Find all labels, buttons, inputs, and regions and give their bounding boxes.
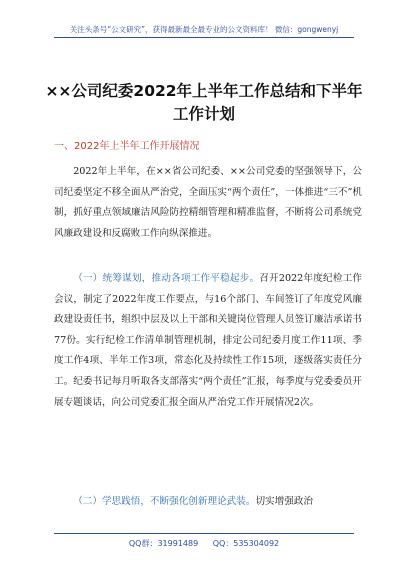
footer-qq: QQ：535304092: [212, 539, 280, 548]
footer-qq-group: QQ群：31991489: [128, 539, 199, 548]
paragraph-body: 切实增强政治: [255, 496, 314, 507]
footer: [0, 538, 408, 549]
header-divider: [54, 37, 354, 38]
footer-divider: [54, 533, 354, 534]
document-title: ××公司纪委2022年上半年工作总结和下半年工作计划: [45, 82, 363, 123]
header-note: 关注头条号“公文研究”，获得最新最全最专业的公文资料库！ 微信：gongwenyj: [69, 25, 339, 34]
section-heading: 一、2022年上半年工作开展情况: [54, 141, 200, 152]
paragraph-intro: 2022年上半年，在××省公司纪委、××公司党委的坚强领导下，公司纪委坚定不移全面从严治党，全面压实“两个责任”，一体推进“三不”机制，抓好重点领域廉洁风险防控精细管理和精准监督，不断将公司系统党风廉政建设和反腐败工作向纵深推进。: [54, 166, 362, 239]
paragraph-lead: （一）统筹谋划，推动各项工作平稳起步。: [73, 273, 260, 284]
paragraph-body: 召开2022年度纪检工作会议，制定了2022年度工作要点，与16个部门、车间签订了年度党风廉政建设责任书，组织中层及以上干部和关键岗位管理人员签订廉洁承诺书77份。实行纪检工作清单制管理机制，排定公司纪委月度工作11项、季度工作4项、半年工作3项，常态化及持续性工作15项，逐级落实责任分工。纪委书记每月听取各支部落实“两个责任”汇报，每季度与党委委员开展专题谈话，向公司党委汇报全面从严治党工作开展情况2次。: [54, 273, 363, 408]
paragraph-lead: （二）学思践悟，不断强化创新理论武装。: [73, 496, 256, 507]
paragraph-planning: [54, 269, 362, 413]
paragraph-theory: [54, 492, 362, 513]
